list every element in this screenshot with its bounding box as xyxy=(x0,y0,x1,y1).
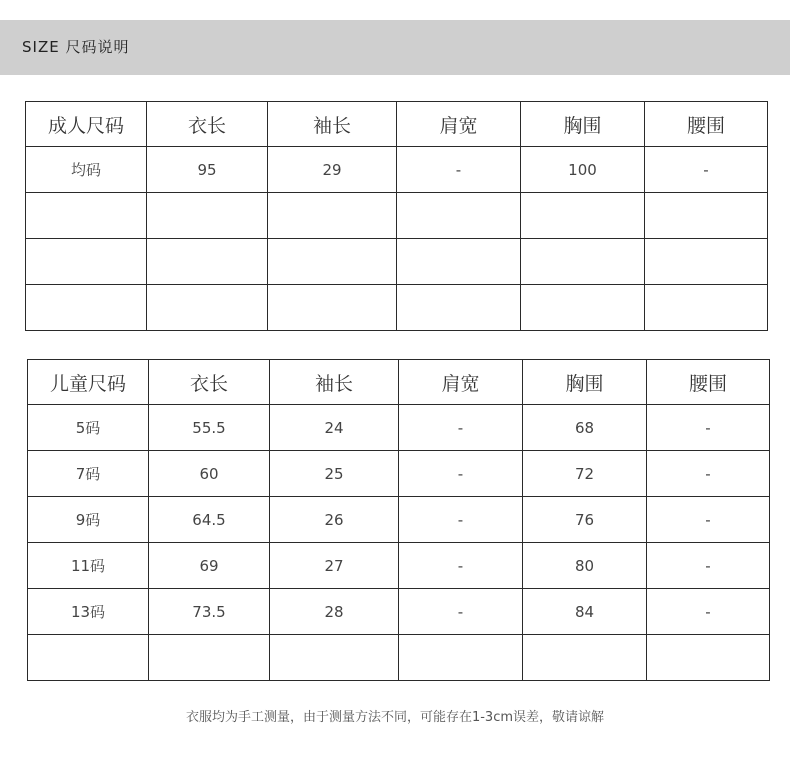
header-waist: 腰围 xyxy=(647,360,770,405)
cell-shoulder xyxy=(397,193,521,239)
cell-waist xyxy=(647,635,770,681)
table-row xyxy=(28,543,770,589)
table-row xyxy=(26,193,768,239)
cell-size: 9码 xyxy=(28,497,149,543)
child-size-table xyxy=(27,359,770,681)
table-header-row xyxy=(26,102,768,147)
header-sleeve: 袖长 xyxy=(270,360,399,405)
header-waist: 腰围 xyxy=(645,102,768,147)
table-row xyxy=(26,239,768,285)
cell-shoulder xyxy=(397,285,521,331)
cell-waist: - xyxy=(647,589,770,635)
cell-chest xyxy=(521,285,645,331)
cell-waist: - xyxy=(647,405,770,451)
cell-shoulder: - xyxy=(399,497,523,543)
table-row xyxy=(28,589,770,635)
cell-sleeve xyxy=(270,635,399,681)
cell-length: 55.5 xyxy=(149,405,270,451)
cell-chest: 76 xyxy=(523,497,647,543)
cell-chest: 100 xyxy=(521,147,645,193)
page-title: SIZE 尺码说明 xyxy=(22,38,130,56)
cell-shoulder: - xyxy=(397,147,521,193)
cell-sleeve xyxy=(268,285,397,331)
table-row xyxy=(28,405,770,451)
cell-size: 11码 xyxy=(28,543,149,589)
cell-sleeve: 27 xyxy=(270,543,399,589)
cell-waist xyxy=(645,239,768,285)
header-chest: 胸围 xyxy=(521,102,645,147)
table-row xyxy=(26,285,768,331)
cell-chest: 72 xyxy=(523,451,647,497)
cell-length xyxy=(149,635,270,681)
header-size: 儿童尺码 xyxy=(28,360,149,405)
cell-length xyxy=(147,193,268,239)
header-sleeve: 袖长 xyxy=(268,102,397,147)
measurement-disclaimer: 衣服均为手工测量，由于测量方法不同，可能存在1-3cm误差，敬请谅解 xyxy=(185,710,605,725)
cell-chest: 80 xyxy=(523,543,647,589)
cell-waist: - xyxy=(647,497,770,543)
cell-length xyxy=(147,285,268,331)
cell-length: 73.5 xyxy=(149,589,270,635)
cell-sleeve xyxy=(268,239,397,285)
cell-waist xyxy=(645,285,768,331)
header-chest: 胸围 xyxy=(523,360,647,405)
header-shoulder: 肩宽 xyxy=(397,102,521,147)
cell-size: 5码 xyxy=(28,405,149,451)
cell-waist: - xyxy=(647,451,770,497)
table-row xyxy=(28,497,770,543)
adult-size-table xyxy=(25,101,768,331)
cell-size xyxy=(26,239,147,285)
cell-size: 均码 xyxy=(26,147,147,193)
size-guide-header xyxy=(0,20,790,75)
table-row xyxy=(26,147,768,193)
cell-sleeve xyxy=(268,193,397,239)
cell-sleeve: 29 xyxy=(268,147,397,193)
cell-shoulder: - xyxy=(399,451,523,497)
cell-chest: 68 xyxy=(523,405,647,451)
cell-chest xyxy=(521,239,645,285)
table-row xyxy=(28,635,770,681)
cell-shoulder: - xyxy=(399,405,523,451)
cell-length xyxy=(147,239,268,285)
cell-shoulder: - xyxy=(399,543,523,589)
header-shoulder: 肩宽 xyxy=(399,360,523,405)
cell-size: 13码 xyxy=(28,589,149,635)
cell-sleeve: 26 xyxy=(270,497,399,543)
cell-waist: - xyxy=(645,147,768,193)
cell-size xyxy=(26,193,147,239)
cell-waist: - xyxy=(647,543,770,589)
cell-sleeve: 25 xyxy=(270,451,399,497)
cell-length: 69 xyxy=(149,543,270,589)
cell-shoulder xyxy=(399,635,523,681)
cell-size: 7码 xyxy=(28,451,149,497)
cell-shoulder: - xyxy=(399,589,523,635)
cell-length: 60 xyxy=(149,451,270,497)
cell-chest: 84 xyxy=(523,589,647,635)
table-row xyxy=(28,451,770,497)
cell-shoulder xyxy=(397,239,521,285)
header-size: 成人尺码 xyxy=(26,102,147,147)
cell-size xyxy=(28,635,149,681)
cell-length: 95 xyxy=(147,147,268,193)
header-length: 衣长 xyxy=(149,360,270,405)
cell-sleeve: 28 xyxy=(270,589,399,635)
cell-chest xyxy=(523,635,647,681)
cell-sleeve: 24 xyxy=(270,405,399,451)
cell-waist xyxy=(645,193,768,239)
cell-size xyxy=(26,285,147,331)
header-length: 衣长 xyxy=(147,102,268,147)
table-header-row xyxy=(28,360,770,405)
cell-chest xyxy=(521,193,645,239)
cell-length: 64.5 xyxy=(149,497,270,543)
